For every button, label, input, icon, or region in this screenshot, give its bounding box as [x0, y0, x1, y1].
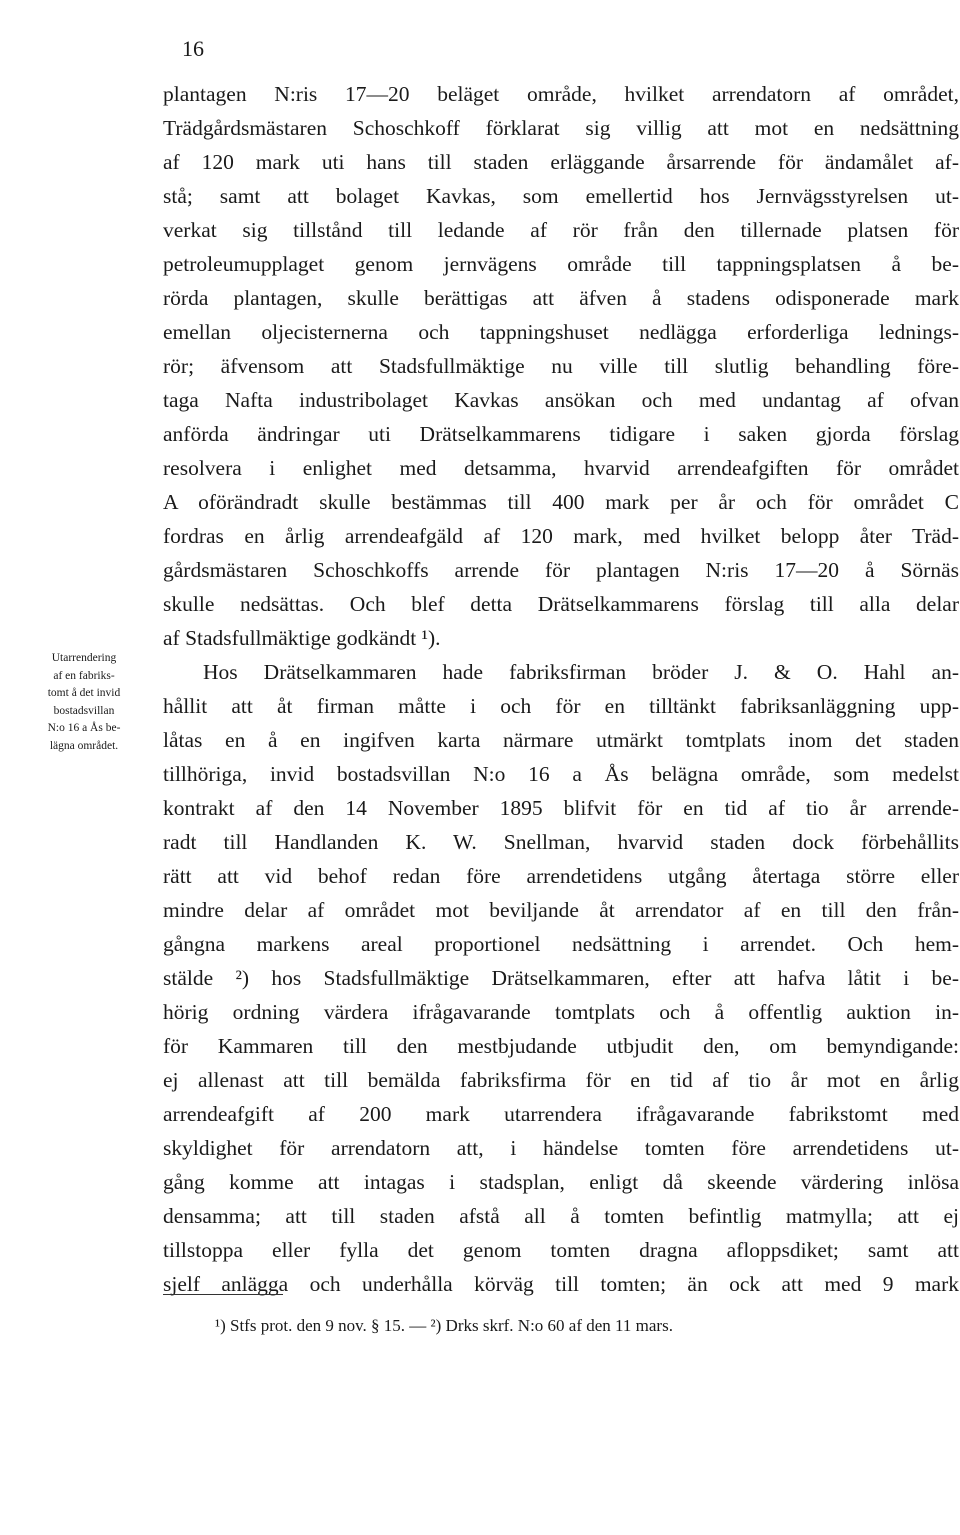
margin-note-line: lägna området. — [49, 739, 119, 752]
margin-note-line: tomt å det invid — [47, 687, 121, 699]
text-line: af Stadsfullmäktige godkändt ¹). — [163, 626, 441, 650]
text-line: gång komme att intagas i stadsplan, enligt då skeende värdering inlösa — [163, 1170, 959, 1194]
text-line: resolvera i enlighet med detsamma, hvarvid arrendeafgiften för området — [163, 456, 959, 480]
text-line: gångna markens areal proportionel nedsättning i arrendet. Och hem- — [163, 932, 959, 956]
text-line: rörda plantagen, skulle berättigas att äfven å stadens odisponerade mark — [163, 286, 959, 310]
text-line: taga Nafta industribolaget Kavkas ansökan och med undantag af ofvan — [163, 388, 959, 412]
text-line: A oförändradt skulle bestämmas till 400 mark per år och för området C — [163, 490, 959, 514]
footnote: ¹) Stfs prot. den 9 nov. § 15. — ²) Drks skrf. N:o 60 af den 11 mars. — [215, 1316, 673, 1335]
text-line: stälde ²) hos Stadsfullmäktige Drätselkammaren, efter att hafva låtit i be- — [163, 966, 959, 990]
text-line: Trädgårdsmästaren Schoschkoff förklarat sig villig att mot en nedsättning — [163, 116, 959, 140]
text-line: för Kammaren till den mestbjudande utbjudit den, om bemyndigande: — [163, 1034, 959, 1058]
text-line: arrendeafgift af 200 mark utarrendera ifrågavarande fabrikstomt med — [163, 1102, 959, 1126]
text-line: petroleumupplaget genom jernvägens område till tappningsplatsen å be- — [163, 252, 959, 276]
text-line: sjelf anlägga och underhålla körväg till tomten; än ock att med 9 mark — [163, 1272, 959, 1296]
text-line: skulle nedsättas. Och blef detta Drätselkammarens förslag till alla delar — [163, 592, 959, 616]
text-line: gårdsmästaren Schoschkoffs arrende för plantagen N:ris 17—20 å Sörnäs — [163, 558, 959, 582]
text-line: mindre delar af området mot beviljande åt arrendator af en till den från- — [163, 898, 959, 922]
text-line: kontrakt af den 14 November 1895 blifvit för en tid af tio år arrende- — [163, 796, 959, 820]
text-line: densamma; att till staden afstå all å tomten befintlig matmylla; att ej — [163, 1204, 959, 1228]
text-line: anförda ändringar uti Drätselkammarens tidigare i saken gjorda förslag — [163, 422, 959, 446]
text-line: ej allenast att till bemälda fabriksfirma för en tid af tio år mot en årlig — [163, 1068, 959, 1092]
margin-note-line: Utarrendering — [51, 652, 117, 664]
text-line: verkat sig tillstånd till ledande af rör från den tillernade platsen för — [163, 218, 959, 242]
text-line: hållit att åt firman måtte i och för en tilltänkt fabriksanläggning upp- — [163, 694, 959, 718]
text-line: skyldighet för arrendatorn att, i händelse tomten före arrendetidens ut- — [163, 1136, 959, 1160]
margin-note — [4, 650, 164, 755]
text-line: plantagen N:ris 17—20 beläget område, hvilket arrendatorn af området, — [163, 82, 959, 106]
text-line: radt till Handlanden K. W. Snellman, hvarvid staden dock förbehållits — [163, 830, 959, 854]
text-line: rör; äfvensom att Stadsfullmäktige nu ville till slutlig behandling före- — [163, 354, 959, 378]
text-line: tillhöriga, invid bostadsvillan N:o 16 a Ås belägna område, som medelst — [163, 762, 959, 786]
margin-note-line: N:o 16 a Ås be- — [47, 722, 121, 734]
text-line: fordras en årlig arrendeafgäld af 120 mark, med hvilket belopp åter Träd- — [163, 524, 959, 548]
text-line: emellan oljecisternerna och tappningshuset nedlägga erforderliga lednings- — [163, 320, 959, 344]
text-line: Hos Drätselkammaren hade fabriksfirman bröder J. & O. Hahl an- — [203, 660, 959, 684]
text-line: af 120 mark uti hans till staden erläggande årsarrende för ändamålet af- — [163, 150, 959, 174]
margin-note-line: bostadsvillan — [53, 704, 115, 717]
text-line: stå; samt att bolaget Kavkas, som emellertid hos Jernvägsstyrelsen ut- — [163, 184, 959, 208]
main-text — [163, 77, 959, 1301]
page-number: 16 — [182, 36, 204, 61]
text-line: rätt att vid behof redan före arrendetidens utgång återtaga större eller — [163, 864, 959, 888]
margin-note-line: af en fabriks- — [53, 669, 115, 682]
text-line: tillstoppa eller fylla det genom tomten dragna afloppsdiket; samt att — [163, 1238, 959, 1262]
text-line: hörig ordning värdera ifrågavarande tomtplats och å offentlig auktion in- — [163, 1000, 959, 1024]
text-line: låtas en å en ingifven karta närmare utmärkt tomtplats inom det staden — [163, 728, 959, 752]
footnote-rule — [163, 1294, 283, 1295]
